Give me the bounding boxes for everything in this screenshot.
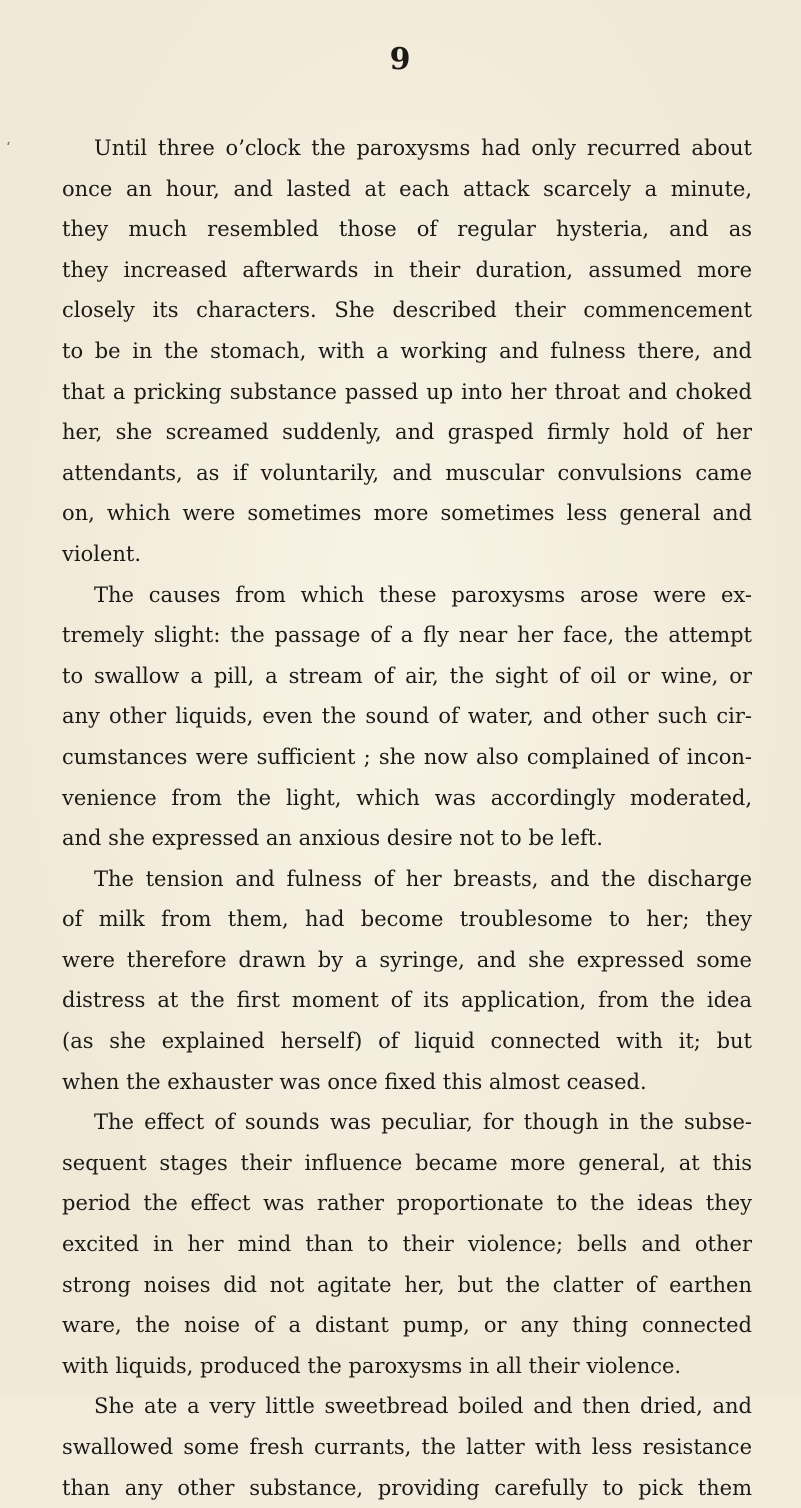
text-line: attendants, as if voluntarily, and muscular convulsions came: [62, 460, 752, 485]
text-line: once an hour, and lasted at each attack scarcely a minute,: [62, 176, 752, 201]
text-line: with liquids, produced the paroxysms in all their violence.: [62, 1353, 682, 1378]
text-line: were therefore drawn by a syringe, and she expressed some: [62, 947, 752, 972]
body-text: [62, 128, 752, 1508]
text-line: The causes from which these paroxysms arose were ex-: [94, 582, 752, 607]
text-line: they much resembled those of regular hysteria, and as: [62, 217, 752, 242]
page-number: 9: [389, 42, 412, 77]
text-line: distress at the first moment of its application, from the idea: [62, 988, 752, 1013]
margin-mark: ‘: [6, 140, 11, 156]
text-line: to swallow a pill, a stream of air, the sight of oil or wine, or: [62, 663, 752, 688]
text-line: tremely slight: the passage of a fly near her face, the attempt: [62, 623, 752, 648]
text-line: to be in the stomach, with a working and fulness there, and: [62, 338, 752, 363]
text-line: strong noises did not agitate her, but the clatter of earthen: [62, 1272, 752, 1297]
text-line: Until three o’clock the paroxysms had only recurred about: [94, 136, 752, 160]
text-line: of milk from them, had become troublesome to her; they: [62, 907, 752, 932]
text-line: The tension and fulness of her breasts, and the discharge: [94, 866, 752, 891]
text-line: on, which were sometimes more sometimes less general and: [62, 501, 752, 526]
text-line: when the exhauster was once fixed this almost ceased.: [62, 1069, 647, 1094]
text-line: and she expressed an anxious desire not to be left.: [62, 826, 603, 851]
text-line: The effect of sounds was peculiar, for though in the subse-: [94, 1110, 752, 1135]
text-line: ware, the noise of a distant pump, or any thing connected: [62, 1313, 752, 1338]
text-line: cumstances were sufficient ; she now also complained of incon-: [62, 744, 752, 769]
text-line: swallowed some fresh currants, the latter with less resistance: [62, 1435, 752, 1459]
text-line: venience from the light, which was accordingly moderated,: [62, 785, 752, 810]
text-line: excited in her mind than to their violence; bells and other: [62, 1232, 752, 1257]
text-line: her, she screamed suddenly, and grasped firmly hold of her: [62, 420, 752, 445]
text-line: they increased afterwards in their duration, assumed more: [62, 257, 752, 282]
text-line: violent.: [62, 541, 142, 566]
text-line: sequent stages their influence became more general, at this: [62, 1150, 752, 1175]
text-line: She ate a very little sweetbread boiled and then dried, and: [94, 1394, 752, 1419]
text-line: that a pricking substance passed up into her throat and choked: [62, 379, 752, 404]
text-line: than any other substance, providing carefully to pick them: [62, 1475, 752, 1500]
text-line: any other liquids, even the sound of water, and other such cir-: [62, 704, 752, 729]
text-line: (as she explained herself) of liquid connected with it; but: [62, 1029, 752, 1054]
text-line: closely its characters. She described their commencement: [62, 298, 752, 323]
text-line: period the effect was rather proportionate to the ideas they: [62, 1191, 752, 1216]
